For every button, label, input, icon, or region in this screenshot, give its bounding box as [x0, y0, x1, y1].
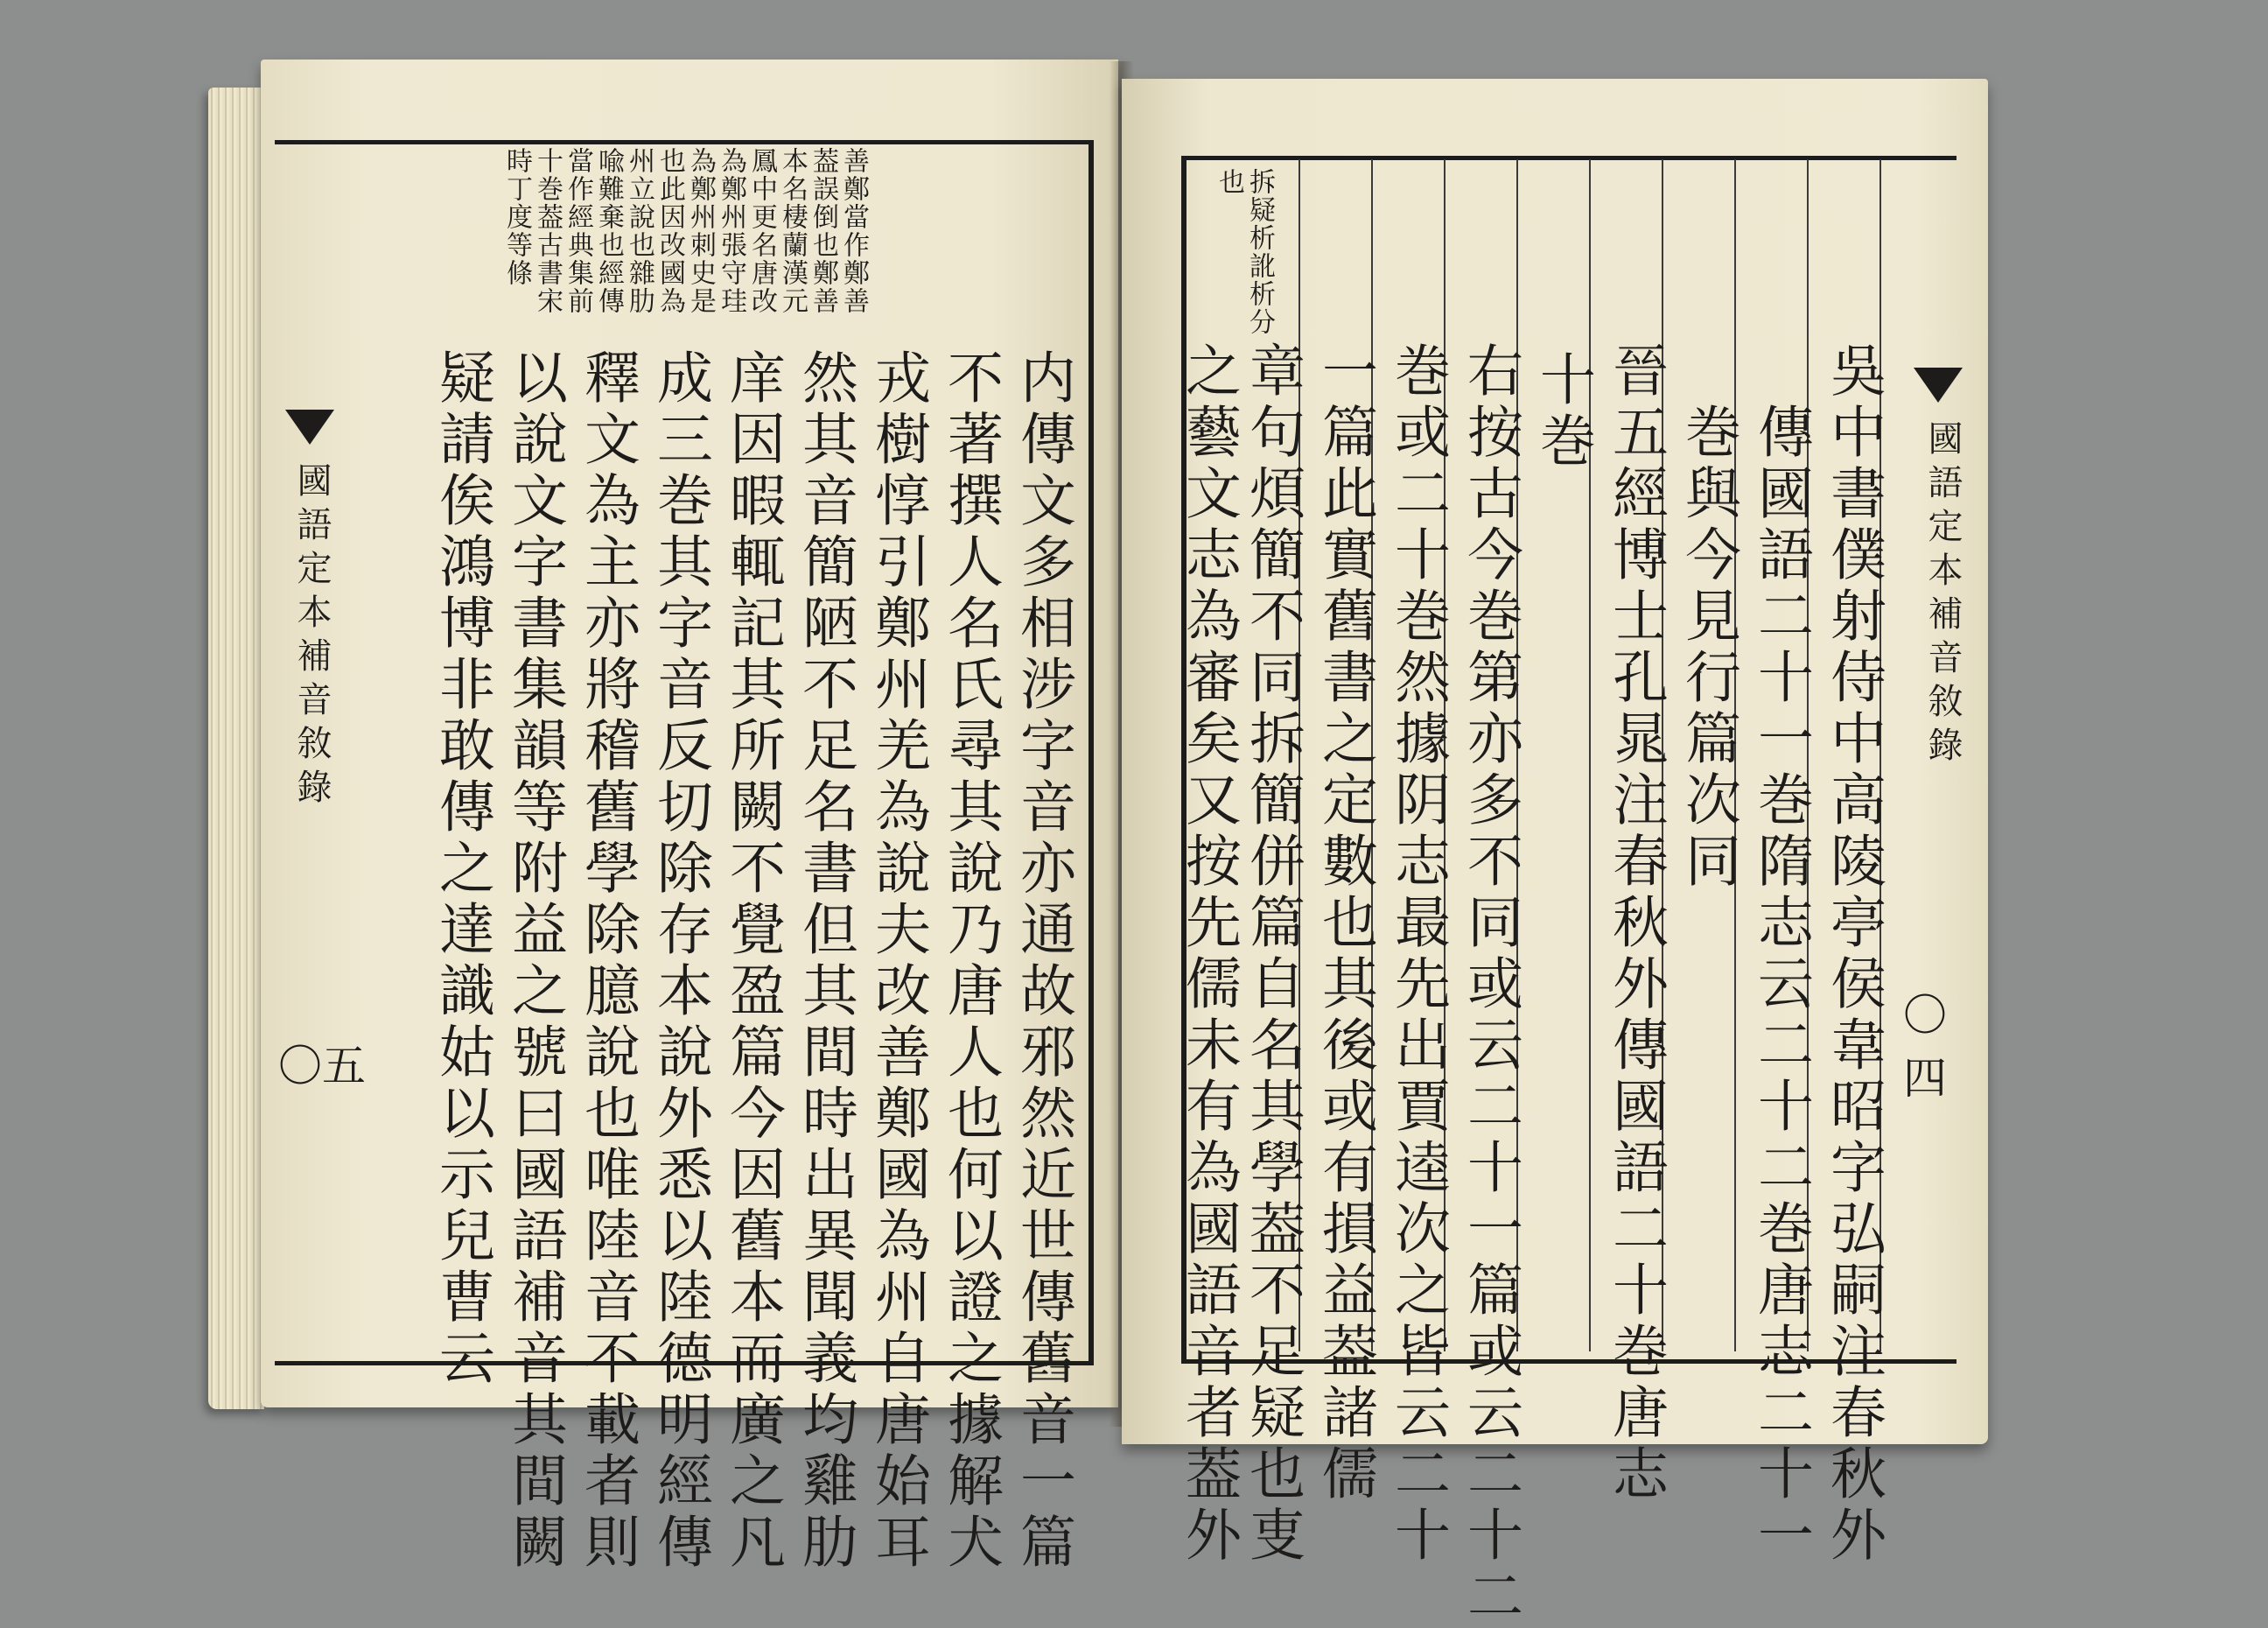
text-column: 傳國語二十一巻隋志云二十二巻唐志二十一 [1748, 403, 1813, 1567]
page-block-edge [208, 88, 264, 1409]
column-rule [1589, 159, 1591, 1351]
text-column: 内傳文多相涉字音亦通故邪然近世傳舊音一篇 [1011, 348, 1075, 1574]
text-column: 釋文為主亦將稽舊學除臆說也唯陸音不載者則 [575, 348, 640, 1574]
note-line: 善鄭當作鄭善 [838, 147, 869, 315]
note-line: 拆疑析訛析分 [1244, 168, 1275, 336]
note-line: 本名棲蘭漢元 [777, 147, 808, 315]
text-column: 十巻 [1530, 350, 1595, 473]
note-line: 州立說也雜肋 [624, 147, 654, 315]
fish-tail-mark-icon [1914, 368, 1963, 403]
text-column: 戎樹惇引鄭州羌為說夫改善鄭國為州自唐始耳 [865, 348, 930, 1574]
text-column: 右按古今巻第亦多不同或云二十一篇或云二十二 [1458, 341, 1522, 1628]
note-line: 時丁度等條 [501, 147, 532, 287]
left-page-heart-title: 國語定本補音敘錄 [291, 462, 332, 812]
text-column: 巻或二十巻然據阴志最先出賈逵次之皆云二十 [1385, 341, 1450, 1567]
note-line: 為鄭州刺史是 [685, 147, 716, 315]
text-column: 吳中書僕射侍中高陵亭侯韋昭字弘嗣注春秋外 [1821, 341, 1886, 1567]
right-page-number: 〇四 [1903, 990, 1947, 1104]
text-column: 以說文字書集韻等附益之號曰國語補音其間闕 [502, 348, 567, 1574]
note-line: 喩難棄也經傳 [593, 147, 624, 315]
note-line: 也 [1214, 168, 1244, 196]
note-line: 十巻葢古書宋 [532, 147, 563, 315]
text-column: 之藝文志為審矣又按先儒未有為國語音者葢外 [1176, 341, 1241, 1567]
right-page-heart-title: 國語定本補音敘錄 [1922, 420, 1963, 770]
text-column: 不著撰人名氏尋其說乃唐人也何以證之據解犬 [938, 348, 1003, 1574]
note-line: 也此因改國為 [654, 147, 685, 315]
text-column: 晉五經博士孔晁注春秋外傳國語二十巻唐志 [1603, 341, 1668, 1505]
note-line: 為鄭州張守珪 [716, 147, 746, 315]
text-column: 疑請俟鴻博非敢傳之達識姑以示兒曹云 [430, 348, 494, 1390]
text-column: 一篇此實舊書之定數也其後或有損益葢諸儒 [1312, 341, 1377, 1505]
right-page [1122, 79, 1988, 1628]
note-line: 當作經典集前 [563, 147, 593, 315]
left-page-number: 〇五 [278, 1041, 366, 1091]
note-line: 鳳中更名唐改 [746, 147, 777, 315]
text-column: 章句煩簡不同拆簡併篇自名其學葢不足疑也叓 [1240, 341, 1305, 1567]
text-column: 然其音簡陋不足名書但其間時出異聞義均雞肋 [793, 348, 858, 1574]
left-page [261, 60, 1118, 1574]
text-column: 成三巻其字音反切除存本說外悉以陸德明經傳 [648, 348, 712, 1574]
fish-tail-mark-icon [285, 410, 334, 445]
text-column: 巻與今見行篇次同 [1676, 403, 1740, 893]
note-line: 葢誤倒也鄭善 [808, 147, 838, 315]
text-column: 庠因暇輒記其所闕不覺盈篇今因舊本而廣之凡 [720, 348, 785, 1574]
